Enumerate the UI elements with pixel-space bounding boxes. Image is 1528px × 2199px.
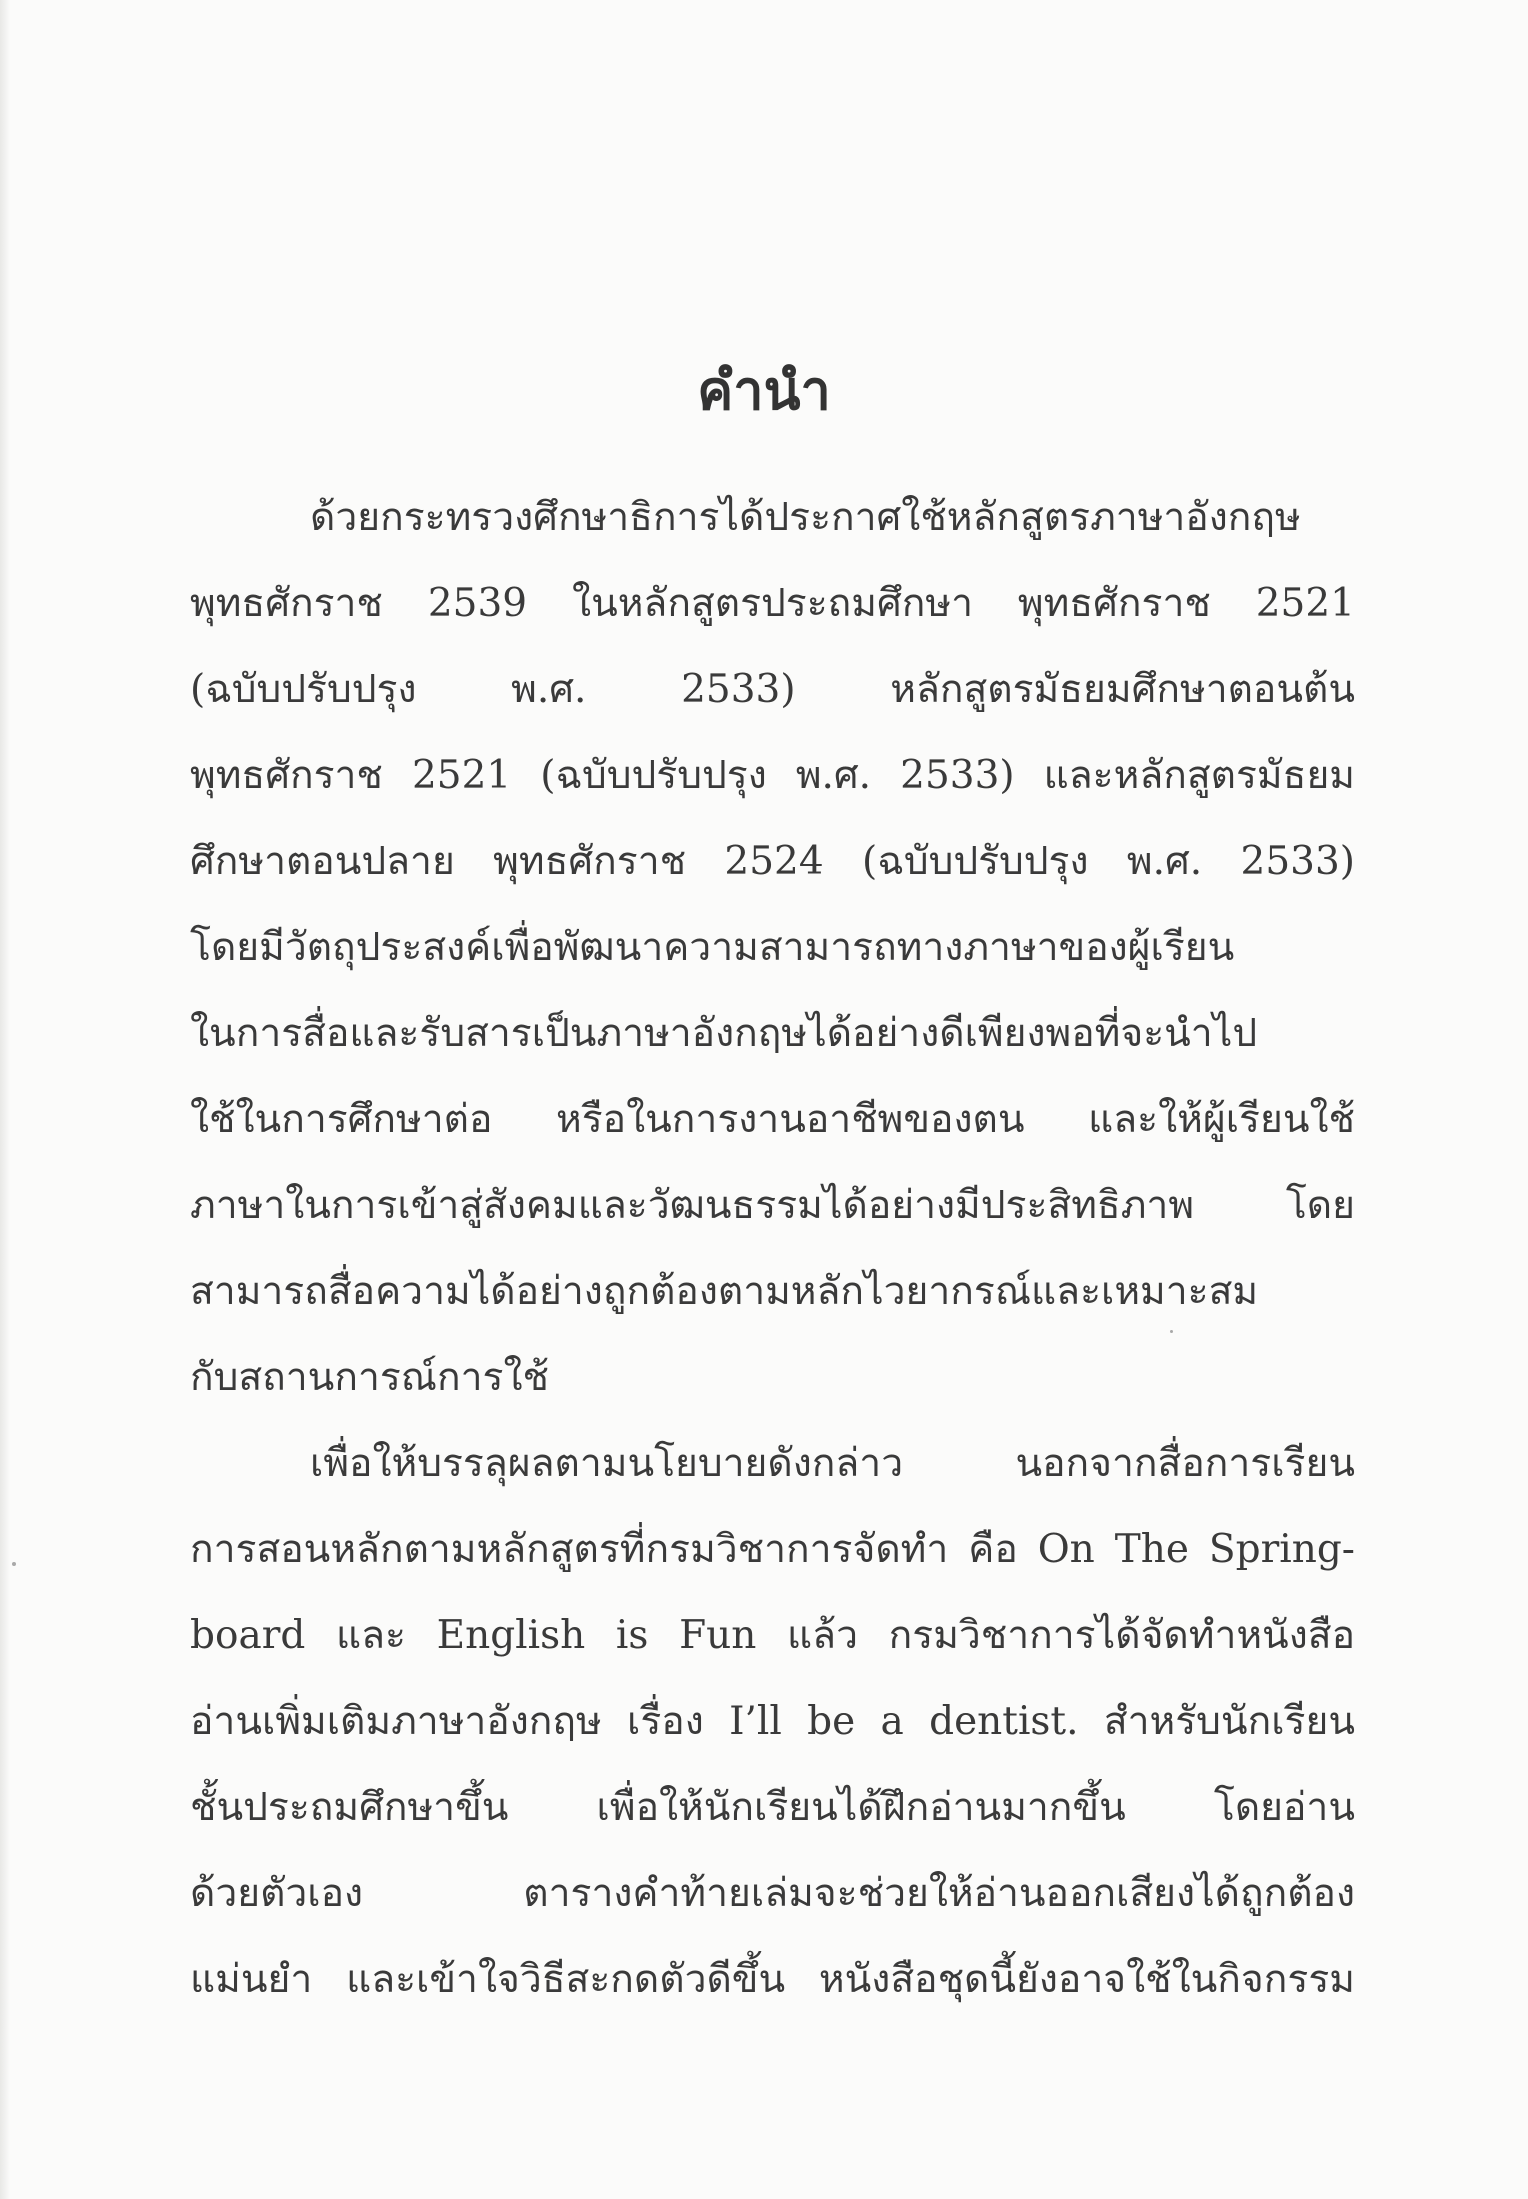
paragraph-2-line-4: อ่านเพิ่มเติมภาษาอังกฤษ เรื่อง I’ll be a dentist. สำหรับนักเรียน bbox=[190, 1699, 1355, 1744]
scan-speck bbox=[1170, 1330, 1173, 1333]
paragraph-1-line-8: ใช้ในการศึกษาต่อ หรือในการงานอาชีพของตน และให้ผู้เรียนใช้ bbox=[190, 1097, 1355, 1142]
paragraph-2-line-1: เพื่อให้บรรลุผลตามนโยบายดังกล่าว นอกจากสื่อการเรียน bbox=[310, 1441, 1355, 1486]
paragraph-1-line-10: สามารถสื่อความได้อย่างถูกต้องตามหลักไวยากรณ์และเหมาะสม bbox=[190, 1269, 1259, 1314]
page-edge-shadow bbox=[0, 0, 10, 2199]
paragraph-2-line-2: การสอนหลักตามหลักสูตรที่กรมวิชาการจัดทำ คือ On The Spring- bbox=[190, 1527, 1355, 1572]
paragraph-1-line-7: ในการสื่อและรับสารเป็นภาษาอังกฤษได้อย่างดีเพียงพอที่จะนำไป bbox=[190, 1011, 1258, 1056]
paragraph-1-line-4: พุทธศักราช 2521 (ฉบับปรับปรุง พ.ศ. 2533) และหลักสูตรมัธยม bbox=[190, 753, 1355, 798]
paragraph-2-line-6: ด้วยตัวเอง ตารางคำท้ายเล่มจะช่วยให้อ่านออกเสียงได้ถูกต้อง bbox=[190, 1871, 1355, 1916]
paragraph-1-line-6: โดยมีวัตถุประสงค์เพื่อพัฒนาความสามารถทางภาษาของผู้เรียน bbox=[190, 925, 1235, 970]
paragraph-1-line-5: ศึกษาตอนปลาย พุทธศักราช 2524 (ฉบับปรับปรุง พ.ศ. 2533) bbox=[190, 839, 1355, 884]
page-title: คำนำ bbox=[697, 358, 831, 422]
paragraph-2-line-5: ชั้นประถมศึกษาขึ้น เพื่อให้นักเรียนได้ฝึกอ่านมากขึ้น โดยอ่าน bbox=[190, 1785, 1355, 1830]
paragraph-1-line-9: ภาษาในการเข้าสู่สังคมและวัฒนธรรมได้อย่างมีประสิทธิภาพ โดย bbox=[190, 1183, 1355, 1228]
paragraph-1-line-11: กับสถานการณ์การใช้ bbox=[190, 1355, 549, 1400]
scan-speck bbox=[12, 1562, 16, 1566]
paragraph-1-line-1: ด้วยกระทรวงศึกษาธิการได้ประกาศใช้หลักสูตรภาษาอังกฤษ bbox=[310, 495, 1301, 540]
paragraph-1-line-3: (ฉบับปรับปรุง พ.ศ. 2533) หลักสูตรมัธยมศึกษาตอนต้น bbox=[190, 667, 1355, 712]
paragraph-1-line-2: พุทธศักราช 2539 ในหลักสูตรประถมศึกษา พุทธศักราช 2521 bbox=[190, 581, 1355, 626]
paragraph-2-line-7: แม่นยำ และเข้าใจวิธีสะกดตัวดีขึ้น หนังสือชุดนี้ยังอาจใช้ในกิจกรรม bbox=[190, 1957, 1355, 2002]
paragraph-2-line-3: board และ English is Fun แล้ว กรมวิชาการได้จัดทำหนังสือ bbox=[190, 1613, 1355, 1658]
